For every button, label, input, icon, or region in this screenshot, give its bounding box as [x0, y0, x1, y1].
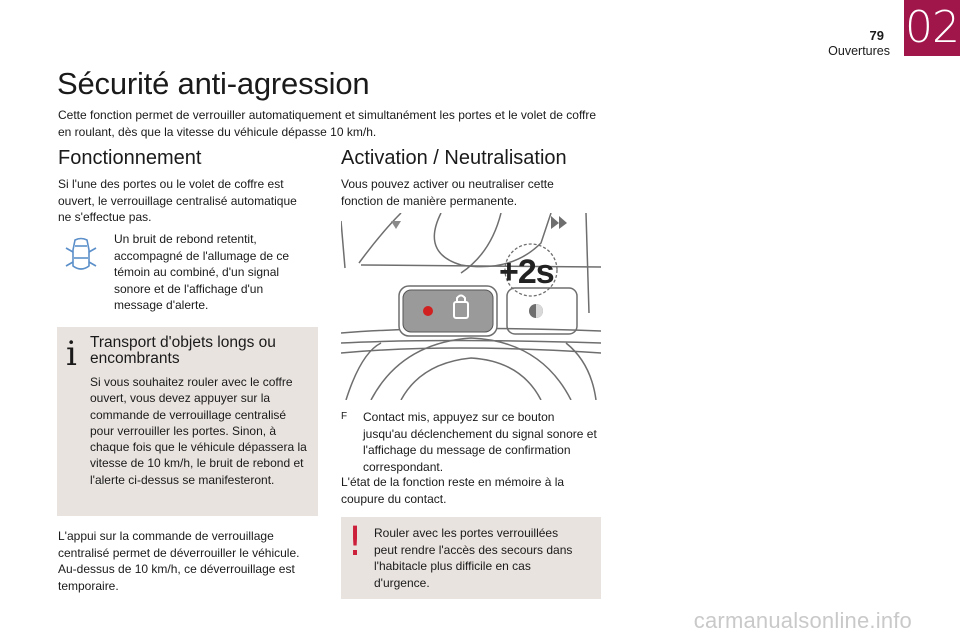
instruction-step	[341, 409, 603, 475]
warning-icon-note: Un bruit de rebond retentit, accompagné de l'allumage de ce témoin au combiné, d'un signal sonore et de l'affichage d'un message d'alerte.	[114, 232, 290, 312]
heading-fonctionnement: Fonctionnement	[58, 147, 202, 169]
memory-note: L'état de la fonction reste en mémoire à la coupure du contact.	[341, 475, 565, 506]
step-bullet: F	[341, 411, 348, 422]
fonctionnement-paragraph: Si l'une des portes ou le volet de coffre est ouvert, le verrouillage centralisé automatique ne s'effectue pas.	[58, 177, 297, 224]
intro-paragraph: Cette fonction permet de verrouiller automatiquement et simultanément les portes et le volet de coffre en roulant, dès que la vitesse du véhicule dépasse 10 km/h.	[58, 108, 597, 139]
caution-text: Rouler avec les portes verrouillées peut rendre l'accès des secours dans l'habitacle plus difficile en cas d'urgence.	[374, 526, 573, 590]
dashboard-illustration	[341, 213, 601, 400]
chapter-tab: 02	[904, 0, 960, 56]
caution-icon: !	[347, 519, 364, 565]
info-box-title: Transport d'objets longs ou encombrants	[90, 334, 276, 367]
watermark: carmanualsonline.info	[693, 608, 912, 633]
step-text: Contact mis, appuyez sur ce bouton jusqu'au déclenchement du signal sonore et l'affichage du message de confirmation correspondant.	[363, 410, 597, 474]
page-number: 79	[869, 28, 884, 43]
heading-activation: Activation / Neutralisation	[341, 147, 567, 169]
page-title: Sécurité anti-agression	[57, 66, 370, 101]
unlock-paragraph: L'appui sur la commande de verrouillage centralisé permet de déverrouiller le véhicule. Au-dessus de 10 km/h, ce déverrouillage est temporaire.	[58, 529, 300, 593]
info-box-body: Si vous souhaitez rouler avec le coffre ouvert, vous devez appuyer sur la commande de verrouillage centralisé pour verrouiller les portes. Sinon, à chaque fois que le véhicule dépassera la vitesse de 10 km/h, le bruit de rebond et l'alerte ci-dessus se manifesteront.	[90, 375, 307, 487]
info-icon: i	[66, 334, 77, 374]
door-open-warning-icon	[63, 236, 99, 276]
two-seconds-label: +2s	[499, 253, 554, 291]
activation-paragraph: Vous pouvez activer ou neutraliser cette fonction de manière permanente.	[341, 177, 554, 208]
chapter-label: Ouvertures	[828, 44, 890, 58]
